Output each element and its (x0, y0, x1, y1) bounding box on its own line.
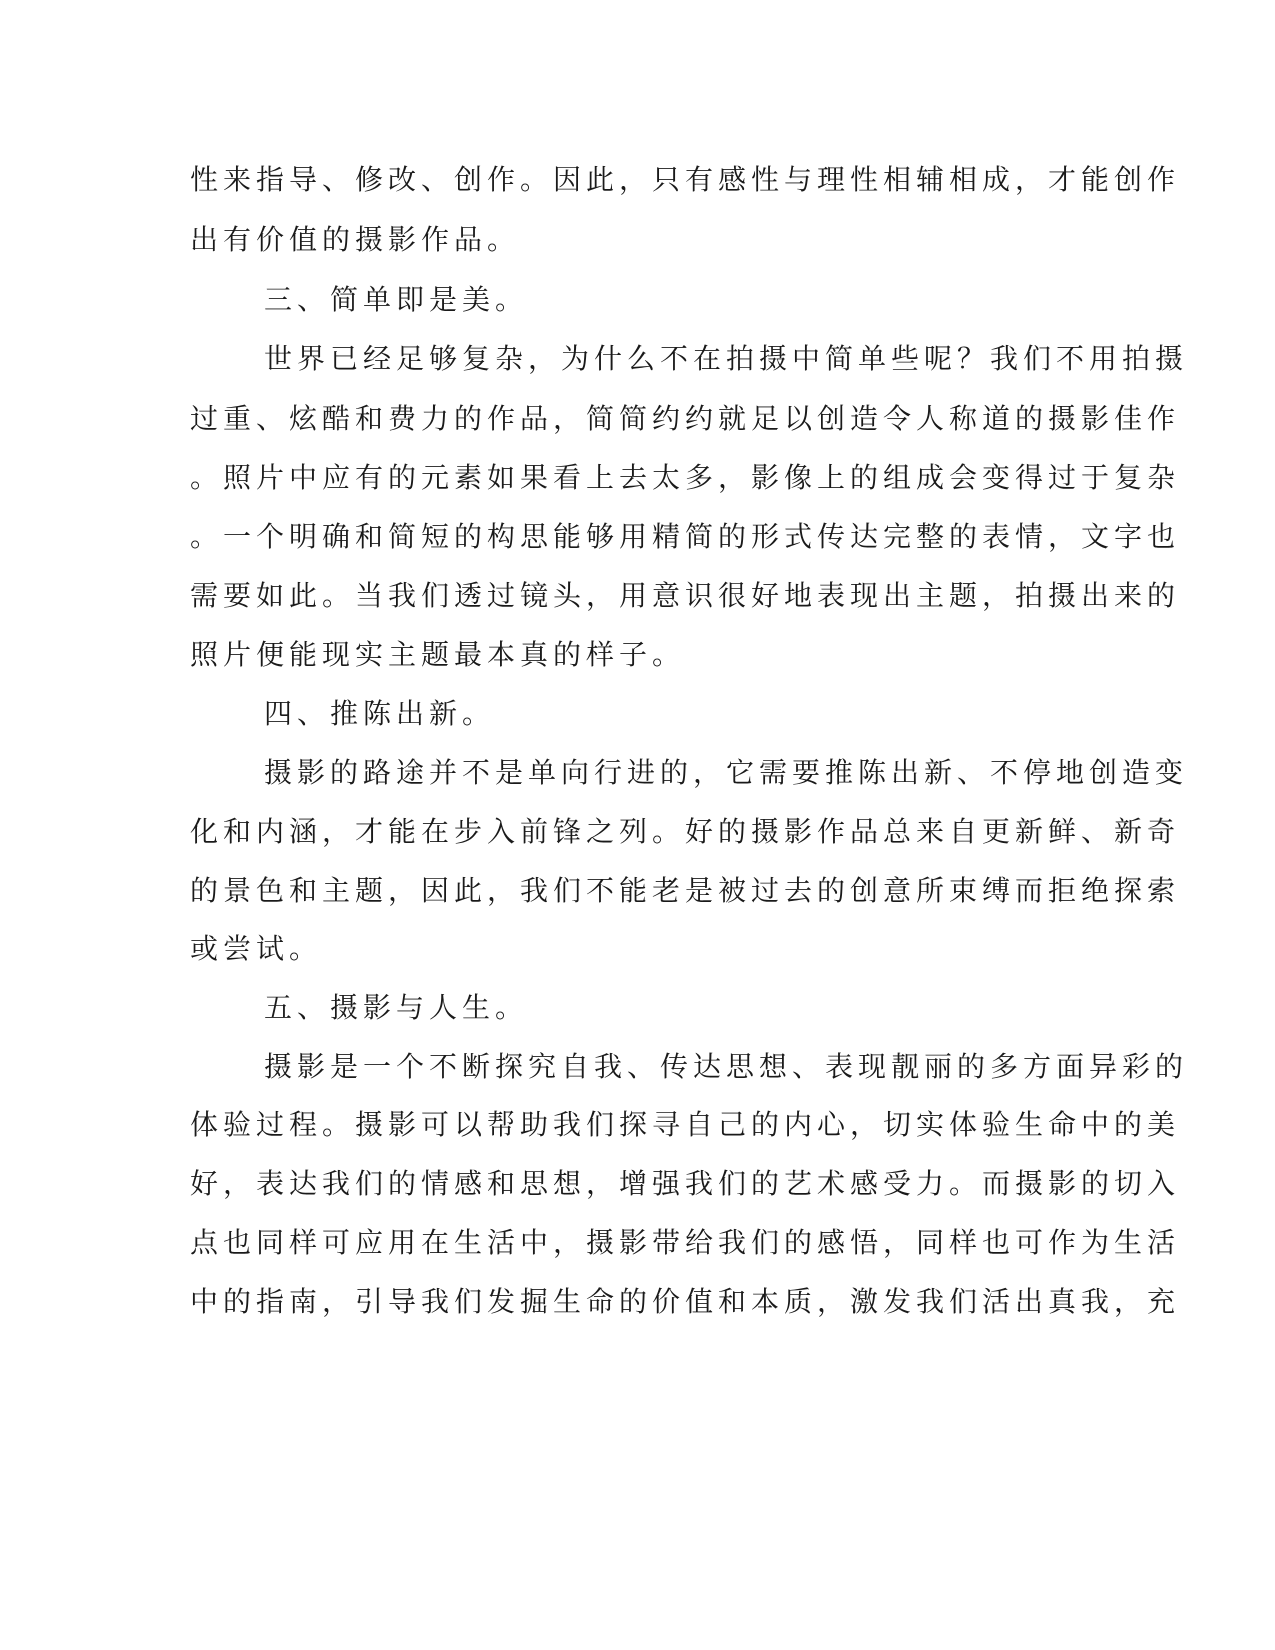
text-line-13: 的景色和主题，因此，我们不能老是被过去的创意所束缚而拒绝探索 (190, 874, 1181, 907)
text-line-8: 需要如此。当我们透过镜头，用意识很好地表现出主题，拍摄出来的 (190, 579, 1181, 612)
section-heading-4: 四、推陈出新。 (264, 697, 496, 730)
section-heading-5: 五、摄影与人生。 (264, 991, 529, 1024)
text-line-1: 性来指导、修改、创作。因此，只有感性与理性相辅相成，才能创作 (190, 163, 1181, 196)
text-line-11: 摄影的路途并不是单向行进的，它需要推陈出新、不停地创造变 (264, 756, 1189, 789)
text-line-5: 过重、炫酷和费力的作品，简简约约就足以创造令人称道的摄影佳作 (190, 402, 1181, 435)
text-line-4: 世界已经足够复杂，为什么不在拍摄中简单些呢？我们不用拍摄 (264, 342, 1189, 375)
section-heading-3: 三、简单即是美。 (264, 283, 529, 316)
text-line-17: 体验过程。摄影可以帮助我们探寻自己的内心，切实体验生命中的美 (190, 1108, 1181, 1141)
text-line-20: 中的指南，引导我们发掘生命的价值和本质，激发我们活出真我，充 (190, 1285, 1181, 1318)
text-line-14: 或尝试。 (190, 932, 323, 965)
text-line-12: 化和内涵，才能在步入前锋之列。好的摄影作品总来自更新鲜、新奇 (190, 815, 1181, 848)
text-line-16: 摄影是一个不断探究自我、传达思想、表现靓丽的多方面异彩的 (264, 1050, 1189, 1083)
text-line-18: 好，表达我们的情感和思想，增强我们的艺术感受力。而摄影的切入 (190, 1167, 1181, 1200)
text-line-9: 照片便能现实主题最本真的样子。 (190, 638, 686, 671)
text-line-7: 。一个明确和简短的构思能够用精简的形式传达完整的表情，文字也 (190, 520, 1181, 553)
text-line-6: 。照片中应有的元素如果看上去太多，影像上的组成会变得过于复杂 (190, 461, 1181, 494)
text-line-19: 点也同样可应用在生活中，摄影带给我们的感悟，同样也可作为生活 (190, 1226, 1181, 1259)
text-line-2: 出有价值的摄影作品。 (190, 223, 521, 256)
